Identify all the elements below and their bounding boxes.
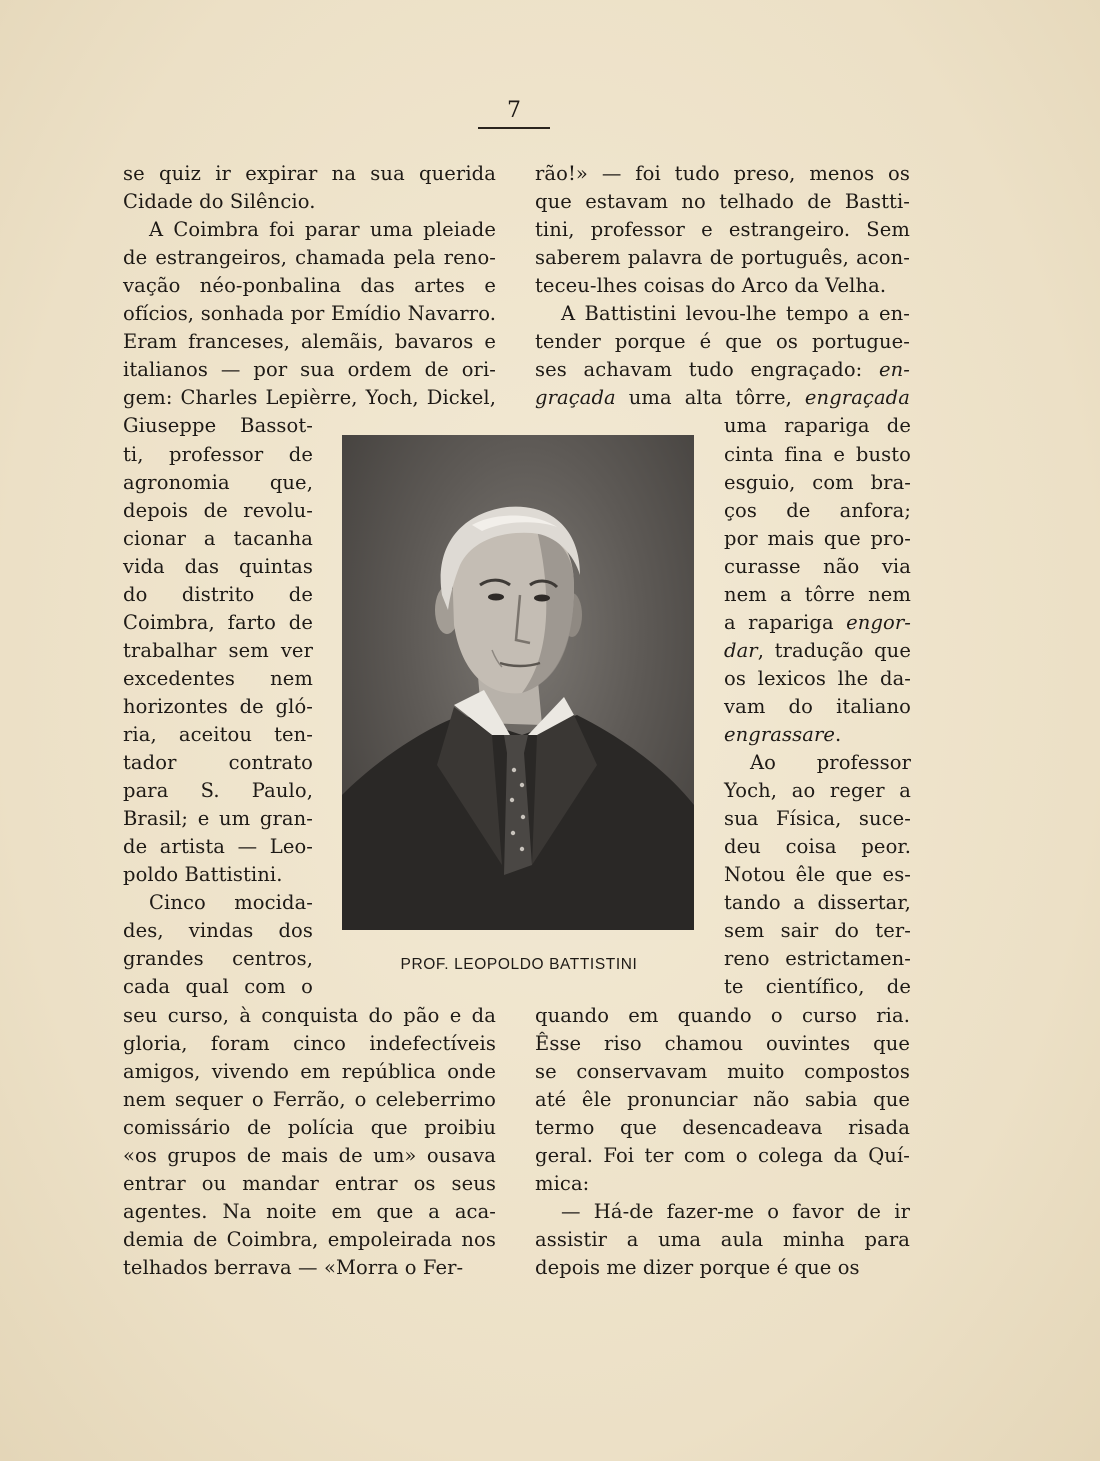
right-column-line: Notou êle que es-	[724, 863, 911, 887]
left-column-line: tador contrato	[123, 751, 313, 775]
page-number-rule	[478, 127, 550, 129]
left-column-line: demia de Coimbra, empoleirada nos	[123, 1227, 496, 1251]
left-column-line: de estrangeiros, chamada pela reno-	[123, 246, 496, 270]
left-column-line: des, vindas dos	[123, 919, 313, 943]
right-column-line: sua Física, suce-	[724, 807, 911, 831]
right-column-line: saberem palavra de português, acon-	[535, 246, 910, 270]
left-column-line: «os grupos de mais de um» ousava	[123, 1143, 496, 1167]
right-column-line: teceu-lhes coisas do Arco da Velha.	[535, 274, 887, 298]
left-column-line: Cinco mocida-	[149, 891, 313, 915]
left-column-line: se quiz ir expirar na sua querida	[123, 162, 496, 185]
left-column-line: ti, professor de	[123, 442, 313, 466]
left-column-line: Cidade do Silêncio.	[123, 190, 316, 214]
right-column-line: uma rapariga de	[724, 414, 911, 438]
right-column-line: graçada uma alta tôrre, engraçada	[535, 386, 910, 410]
right-column-line: rão!» — foi tudo preso, menos os	[535, 162, 910, 185]
left-column-line: poldo Battistini.	[123, 863, 283, 887]
right-column-line: mica:	[535, 1171, 590, 1195]
right-column-line: esguio, com bra-	[724, 470, 911, 494]
left-column-line: ria, aceitou ten-	[123, 723, 313, 746]
portrait-photo	[342, 435, 694, 930]
right-column-line: depois me dizer porque é que os	[535, 1255, 860, 1279]
right-column-line: nem a tôrre nem	[724, 582, 911, 606]
right-column-line: Êsse riso chamou ouvintes que	[535, 1031, 910, 1055]
right-column-line: os lexicos lhe da-	[724, 666, 911, 690]
left-column-line: cada qual com o	[123, 975, 313, 999]
left-column-line: comissário de polícia que proibiu	[123, 1115, 496, 1139]
left-column-line: trabalhar sem ver	[123, 638, 313, 662]
left-column-line: Brasil; e um gran-	[123, 807, 313, 831]
photo-caption: PROF. LEOPOLDO BATTISTINI	[400, 956, 638, 973]
left-column-line: depois de revolu-	[123, 498, 313, 522]
right-column-line: que estavam no telhado de Bastti-	[535, 190, 910, 214]
left-column-line: cionar a tacanha	[123, 526, 313, 550]
left-column-line: gloria, foram cinco indefectíveis	[123, 1031, 496, 1055]
right-column-line: ços de anfora;	[724, 498, 911, 522]
right-column-line: Yoch, ao reger a	[724, 779, 911, 803]
right-column-line: termo que desencadeava risada	[535, 1115, 910, 1139]
right-column-line: tender porque é que os portugue-	[535, 330, 910, 354]
left-column-line: ofícios, sonhada por Emídio Navarro.	[123, 302, 496, 326]
left-column-line: Coimbra, farto de	[123, 610, 313, 634]
left-column-line: nem sequer o Ferrão, o celeberrimo	[123, 1087, 496, 1111]
right-column-line: te científico, de	[724, 975, 911, 999]
right-column-line: geral. Foi ter com o colega da Quí-	[535, 1143, 910, 1167]
right-column-line: até êle pronunciar não sabia que	[535, 1087, 910, 1111]
left-column-line: seu curso, à conquista do pão e da	[123, 1003, 496, 1027]
right-column-line: Ao professor	[750, 751, 911, 775]
right-column-line: reno estrictamen-	[724, 947, 911, 971]
right-column-line: ses achavam tudo engraçado: en-	[535, 358, 910, 382]
right-column-line: deu coisa peor.	[724, 835, 911, 859]
right-column-line: por mais que pro-	[724, 526, 911, 550]
left-column-line: Giuseppe Bassot-	[123, 414, 313, 438]
right-column-line: — Há-de fazer-me o favor de ir	[561, 1199, 910, 1223]
page-number: 7	[507, 98, 521, 123]
right-column-line: cinta fina e busto	[724, 442, 911, 466]
right-column-line: vam do italiano	[724, 694, 911, 718]
left-column-line: telhados berrava — «Morra o Fer-	[123, 1255, 464, 1279]
right-column-line: engrassare.	[724, 723, 842, 746]
left-column-line: para S. Paulo,	[123, 779, 313, 803]
right-column-line: tando a dissertar,	[724, 891, 911, 915]
right-column-line: quando em quando o curso ria.	[535, 1003, 910, 1027]
right-column-line: A Battistini levou-lhe tempo a en-	[561, 302, 910, 326]
left-column-line: excedentes nem	[123, 666, 313, 690]
left-column-line: de artista — Leo-	[123, 835, 313, 859]
left-column-line: vida das quintas	[123, 554, 313, 578]
left-column-line: Eram franceses, alemãis, bavaros e	[123, 330, 496, 354]
right-column-line: a rapariga engor-	[724, 610, 911, 634]
left-column-line: entrar ou mandar entrar os seus	[123, 1171, 496, 1195]
right-column-line: curasse não via	[724, 554, 911, 578]
left-column-line: A Coimbra foi parar uma pleiade	[149, 218, 496, 242]
right-column-line: sem sair do ter-	[724, 919, 911, 943]
left-column-line: agronomia que,	[123, 470, 313, 494]
left-column-line: grandes centros,	[123, 947, 313, 971]
right-column-line: dar, tradução que	[724, 638, 911, 662]
right-column-line: se conservavam muito compostos	[535, 1059, 910, 1083]
left-column-line: do distrito de	[123, 582, 313, 606]
left-column-line: vação néo-ponbalina das artes e	[123, 274, 496, 298]
left-column-line: horizontes de gló-	[123, 694, 313, 718]
right-column-line: tini, professor e estrangeiro. Sem	[535, 218, 910, 242]
left-column-line: amigos, vivendo em república onde	[123, 1059, 496, 1083]
left-column-line: agentes. Na noite em que a aca-	[123, 1199, 496, 1223]
right-column-line: assistir a uma aula minha para	[535, 1227, 910, 1251]
left-column-line: italianos — por sua ordem de ori-	[123, 358, 496, 382]
left-column-line: gem: Charles Lepièrre, Yoch, Dickel,	[123, 386, 496, 410]
